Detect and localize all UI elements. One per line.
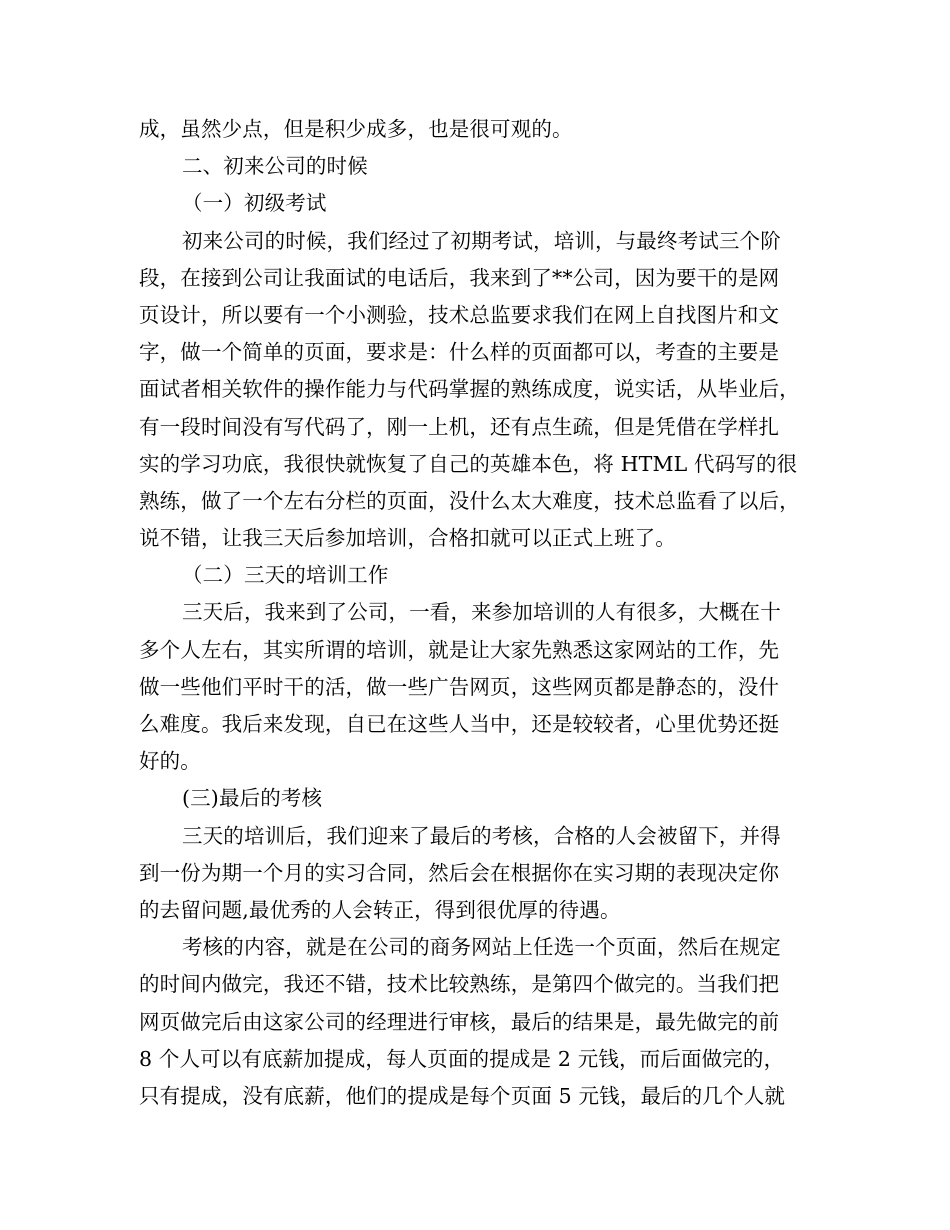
text-line: 好的。 <box>139 749 201 774</box>
section-heading: 二、初来公司的时候 <box>182 154 368 179</box>
text-line: 只有提成，没有底薪，他们的提成是每个页面 5 元钱，最后的几个人就 <box>139 1083 786 1108</box>
text-line: 字，做一个简单的页面，要求是：什么样的页面都可以，考查的主要是 <box>139 340 780 365</box>
text-line: 的时间内做完，我还不错，技术比较熟练，是第四个做完的。当我们把 <box>139 972 780 997</box>
text-line: 段，在接到公司让我面试的电话后，我来到了**公司，因为要干的是网 <box>139 265 780 290</box>
text-line: 么难度。我后来发现，自已在这些人当中，还是较较者，心里优势还挺 <box>139 712 780 736</box>
subsection-heading: (三)最后的考核 <box>182 786 323 811</box>
text-line: 实的学习功底，我很快就恢复了自己的英雄本色，将 HTML 代码写的很 <box>139 451 798 476</box>
text-line: 说不错，让我三天后参加培训，合格扣就可以正式上班了。 <box>139 526 676 551</box>
paragraph-first-line: 三天的培训后，我们迎来了最后的考核，合格的人会被留下，并得 <box>182 823 781 848</box>
subsection-heading: （二）三天的培训工作 <box>182 563 389 588</box>
text-line: 的去留问题,最优秀的人会转正，得到很优厚的待遇。 <box>139 897 621 922</box>
text-line: 有一段时间没有写代码了，刚一上机，还有点生疏，但是凭借在学样扎 <box>139 414 780 439</box>
text-line: 多个人左右，其实所谓的培训，就是让大家先熟悉这家网站的工作，先 <box>139 637 780 662</box>
document-body <box>139 111 819 1115</box>
paragraph-first-line: 初来公司的时候，我们经过了初期考试，培训，与最终考试三个阶 <box>182 228 781 253</box>
text-line: 熟练，做了一个左右分栏的页面，没什么太大难度，技术总监看了以后， <box>139 488 800 513</box>
text-line: 做一些他们平时干的活，做一些广告网页，这些网页都是静态的，没什 <box>139 674 780 699</box>
paragraph-first-line: 三天后，我来到了公司，一看，来参加培训的人有很多，大概在十 <box>182 600 781 625</box>
text-line: 网页做完后由这家公司的经理进行审核，最后的结果是，最先做完的前 <box>139 1009 780 1034</box>
paragraph-first-line: 考核的内容，就是在公司的商务网站上任选一个页面，然后在规定 <box>182 935 781 960</box>
text-line: 到一份为期一个月的实习合同，然后会在根据你在实习期的表现决定你 <box>139 860 780 885</box>
text-line: 8 个人可以有底薪加提成，每人页面的提成是 2 元钱，而后面做完的， <box>139 1046 785 1071</box>
text-line: 面试者相关软件的操作能力与代码掌握的熟练成度，说实话，从毕业后， <box>139 377 800 402</box>
text-line: 页设计，所以要有一个小测验，技术总监要求我们在网上自找图片和文 <box>139 302 780 327</box>
text-line: 成，虽然少点，但是积少成多，也是很可观的。 <box>139 117 573 141</box>
subsection-heading: （一）初级考试 <box>182 191 327 216</box>
